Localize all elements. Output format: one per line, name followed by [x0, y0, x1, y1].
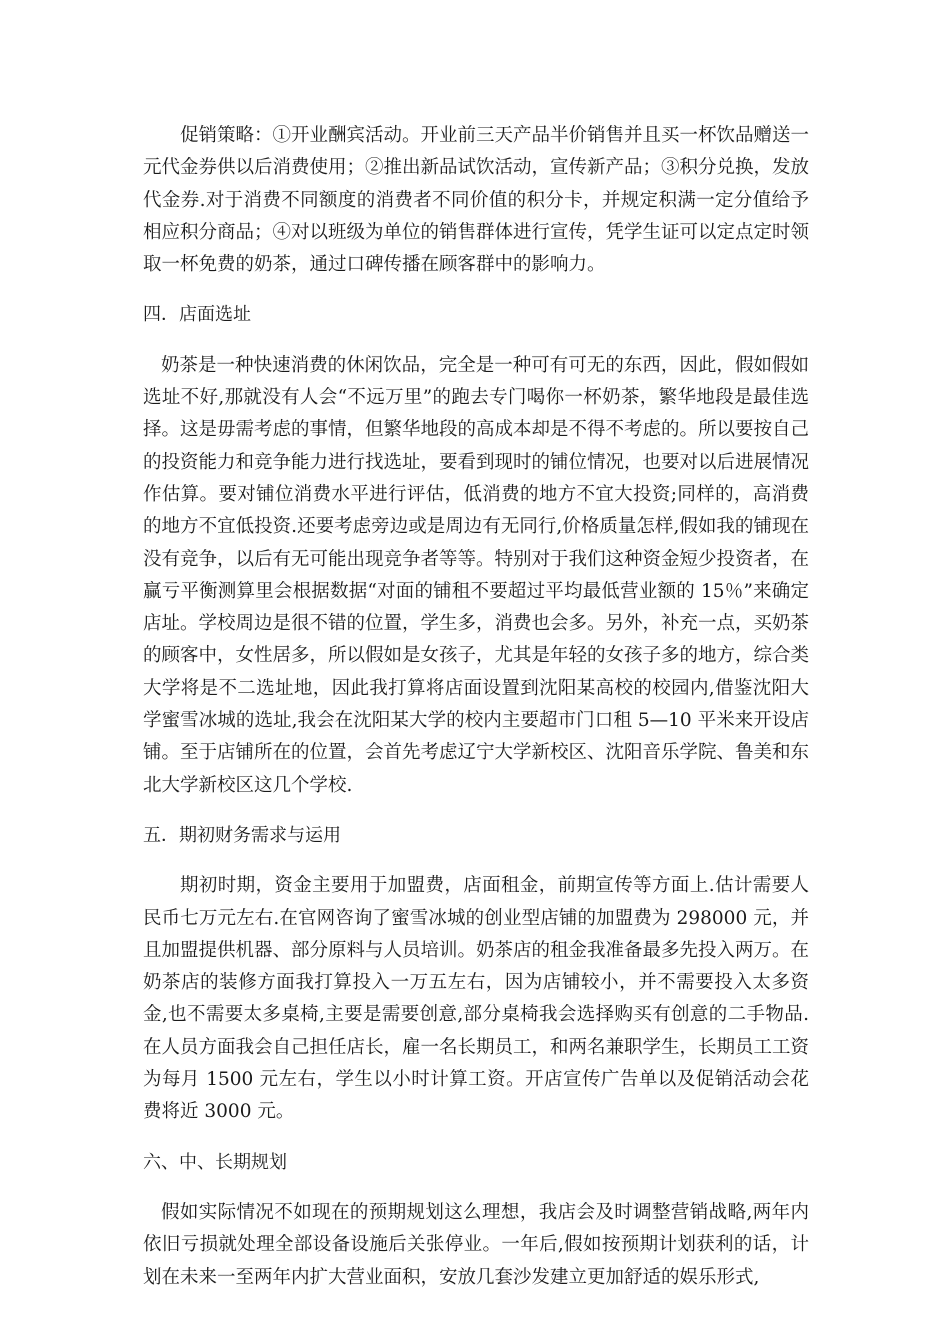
paragraph-spacer: [143, 1179, 809, 1197]
section-heading-long-term-plan: 六、中、长期规划: [143, 1151, 287, 1173]
long-term-plan-paragraph: 假如实际情况不如现在的预期规划这么理想，我店会及时调整营销战略,两年内依旧亏损就处理全部设备设施后关张停业。一年后,假如按预期计划获利的话，计划在未来一至两年内扩大营业面积，安放几套沙发建立更加舒适的娱乐形式,: [143, 1201, 809, 1288]
paragraph-spacer: [143, 852, 809, 870]
paragraph-spacer: [143, 332, 809, 350]
section-heading-site-selection: 四．店面选址: [143, 304, 251, 326]
paragraph-spacer: [143, 802, 809, 820]
initial-finance-paragraph: 期初时期，资金主要用于加盟费，店面租金，前期宣传等方面上.估计需要人民币七万元左右.在官网咨询了蜜雪冰城的创业型店铺的加盟费为 298000 元，并且加盟提供机器、部分原料与人员培训。奶茶店的租金我准备最多先投入两万。在奶茶店的装修方面我打算投入一万五左右，因为店铺较小，并不需要投入太多资金,也不需要太多桌椅,主要是需要创意,部分桌椅我会选择购买有创意的二手物品.在人员方面我会自己担任店长，雇一名长期员工，和两名兼职学生，长期员工工资为每月 1500 元左右，学生以小时计算工资。开店宣传广告单以及促销活动会花费将近 3000 元。: [143, 875, 810, 1123]
site-selection-paragraph: 奶茶是一种快速消费的休闲饮品，完全是一种可有可无的东西，因此，假如假如选址不好,那就没有人会“不远万里”的跑去专门喝你一杯奶茶，繁华地段是最佳选择。这是毋需考虑的事情，但繁华地段的高成本却是不得不考虑的。所以要按自己的投资能力和竞争能力进行找选址，要看到现时的铺位情况，也要对以后进展情况作估算。要对铺位消费水平进行评估，低消费的地方不宜大投资;同样的，高消费的地方不宜低投资.还要考虑旁边或是周边有无同行,价格质量怎样,假如我的铺现在没有竞争，以后有无可能出现竞争者等等。特别对于我们这种资金短少投资者，在赢亏平衡测算里会根据数据“对面的铺租不要超过平均最低营业额的 15％”来确定店址。学校周边是很不错的位置，学生多，消费也会多。另外，补充一点，买奶茶的顾客中，女性居多，所以假如是女孩子，尤其是年轻的女孩子多的地方，综合类大学将是不二选址地，因此我打算将店面设置到沈阳某高校的校园内,借鉴沈阳大学蜜雪冰城的选址,我会在沈阳某大学的校内主要超市门口租 5—10 平米来开设店铺。至于店铺所在的位置，会首先考虑辽宁大学新校区、沈阳音乐学院、鲁美和东北大学新校区这几个学校.: [143, 354, 810, 796]
promotion-strategy-paragraph: 促销策略：①开业酬宾活动。开业前三天产品半价销售并且买一杯饮品赠送一元代金券供以后消费使用；②推出新品试饮活动，宣传新产品；③积分兑换，发放代金券.对于消费不同额度的消费者不同价值的积分卡，并规定积满一定分值给予相应积分商品；④对以班级为单位的销售群体进行宣传，凭学生证可以定点定时领取一杯免费的奶茶，通过口碑传播在顾客群中的影响力。: [143, 125, 810, 276]
document-body: [143, 120, 809, 1294]
paragraph-spacer: [143, 281, 809, 299]
section-heading-initial-finance: 五．期初财务需求与运用: [143, 824, 341, 846]
paragraph-spacer: [143, 1129, 809, 1147]
